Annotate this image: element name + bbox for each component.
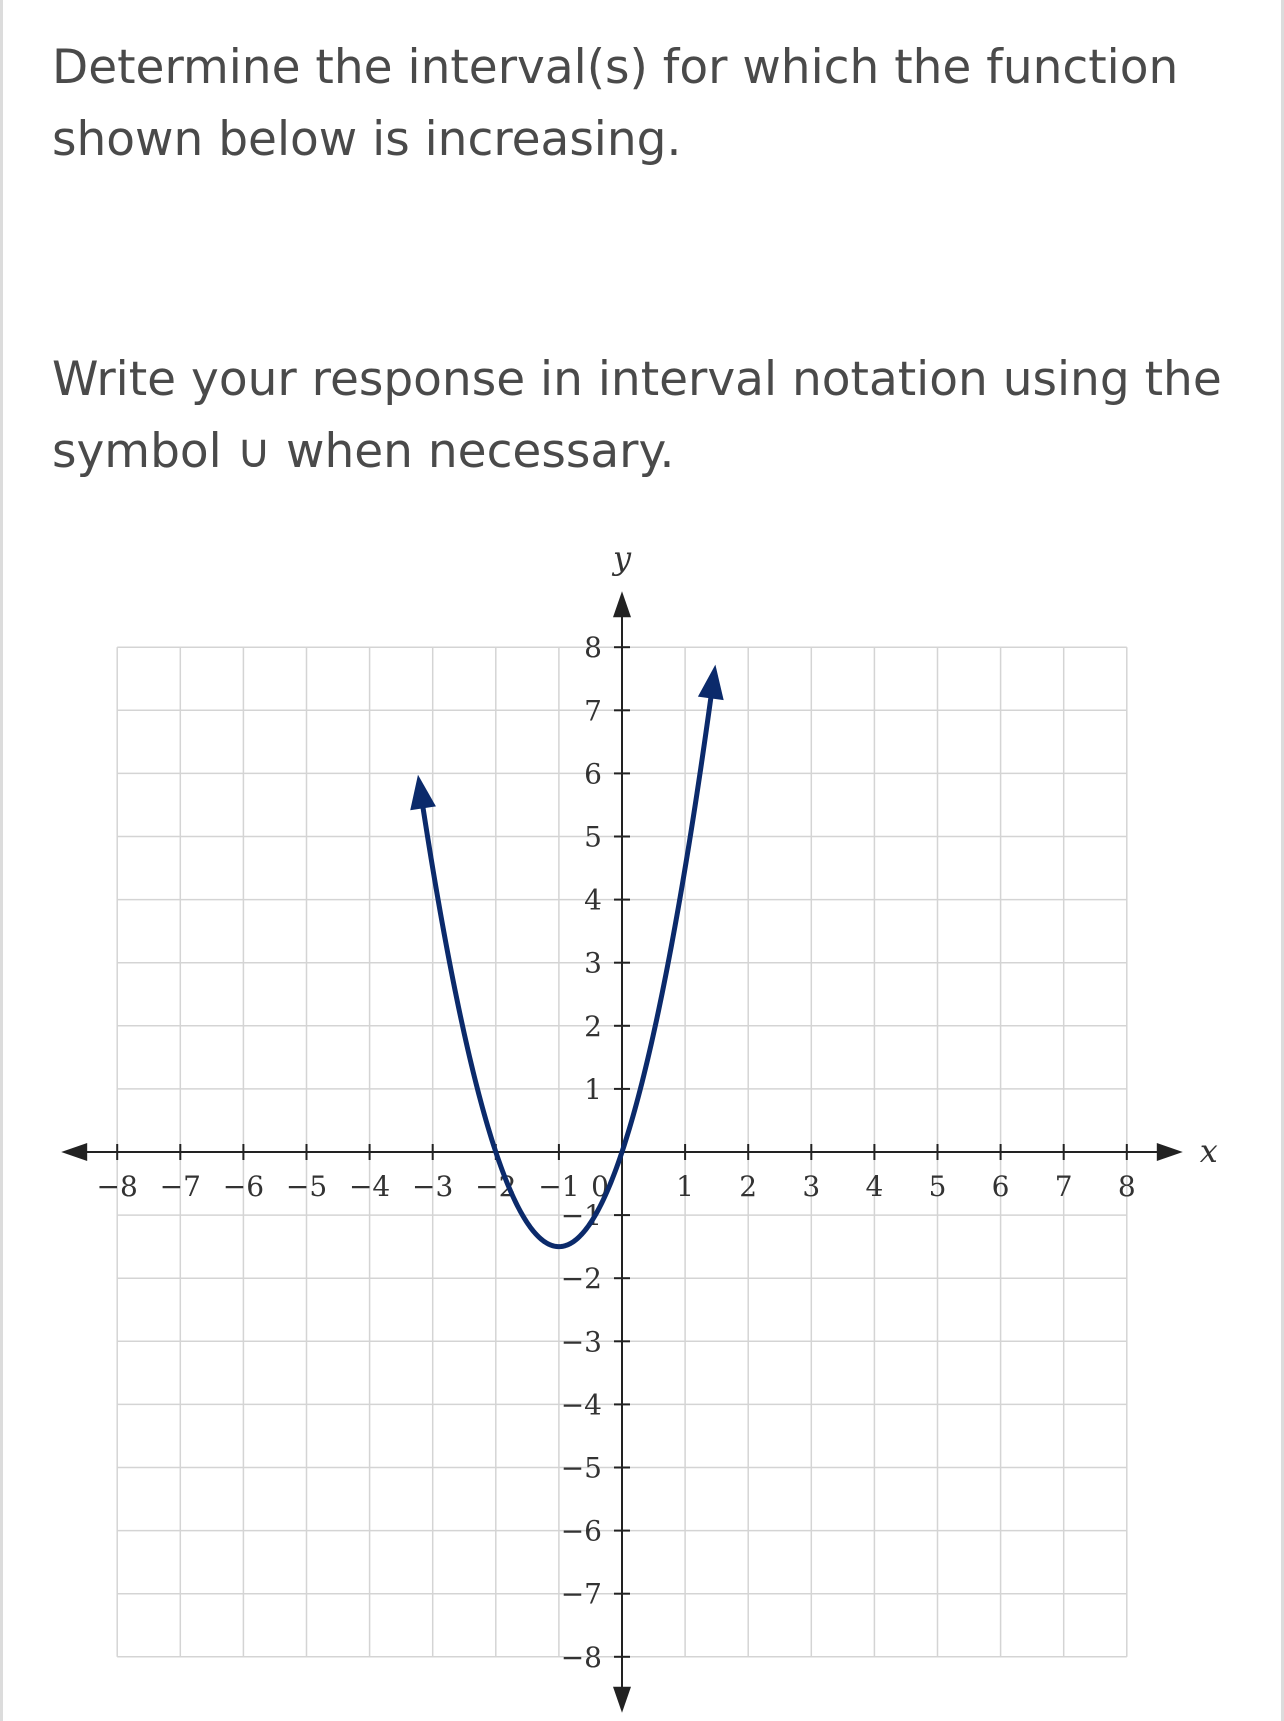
y-tick-label: −6 [560,1514,602,1548]
x-axis-left-arrow [61,1143,87,1161]
y-tick-label: 2 [584,1009,602,1043]
y-tick-label: −3 [560,1325,602,1359]
x-tick-label: 2 [739,1170,758,1203]
x-tick-label: 6 [991,1170,1010,1203]
x-tick-label: −3 [412,1170,454,1203]
y-tick-label: 3 [584,946,602,980]
y-tick-label: −5 [560,1451,602,1485]
y-tick-label: −8 [560,1640,602,1674]
x-tick-label: −2 [475,1170,517,1203]
y-tick-label: 8 [584,631,602,665]
x-tick-label: 3 [802,1170,821,1203]
y-axis-title: y [612,539,632,578]
curve-group [410,665,723,1247]
x-tick-label: −7 [159,1170,201,1203]
instruction-text: Write your response in interval notation using the symbol ∪ when necessary. [52,352,1222,479]
curve-arrowhead [698,665,724,700]
x-tick-label: 8 [1117,1170,1136,1203]
x-tick-label: −4 [348,1170,391,1203]
y-tick-label: 4 [584,883,602,917]
x-tick-label: 0 [591,1170,609,1203]
y-tick-label: 6 [584,757,602,791]
x-tick-label: 7 [1054,1170,1073,1203]
x-tick-label: 5 [928,1170,947,1203]
y-tick-label: −7 [560,1577,602,1611]
x-tick-label: −1 [538,1170,580,1203]
y-tick-label: 5 [584,820,602,854]
y-tick-label: 7 [584,694,602,728]
x-axis-right-arrow [1157,1143,1183,1161]
y-tick-label: 1 [584,1072,602,1106]
function-graph [0,520,1284,1721]
y-axis-top-arrow [613,591,631,617]
y-tick-label: −1 [560,1199,602,1233]
question-text: Determine the interval(s) for which the function shown below is increasing. [52,40,1179,167]
y-tick-label: −4 [560,1388,602,1422]
y-tick-label: −2 [560,1262,602,1296]
x-tick-label: 1 [676,1170,695,1203]
y-axis-bottom-arrow [613,1687,631,1713]
axes [61,539,1218,1713]
x-tick-label: −6 [222,1170,265,1203]
x-tick-label: −5 [285,1170,328,1203]
x-tick-label: 4 [865,1170,884,1203]
x-axis-title: x [1199,1132,1218,1170]
x-tick-label: −8 [96,1170,138,1203]
